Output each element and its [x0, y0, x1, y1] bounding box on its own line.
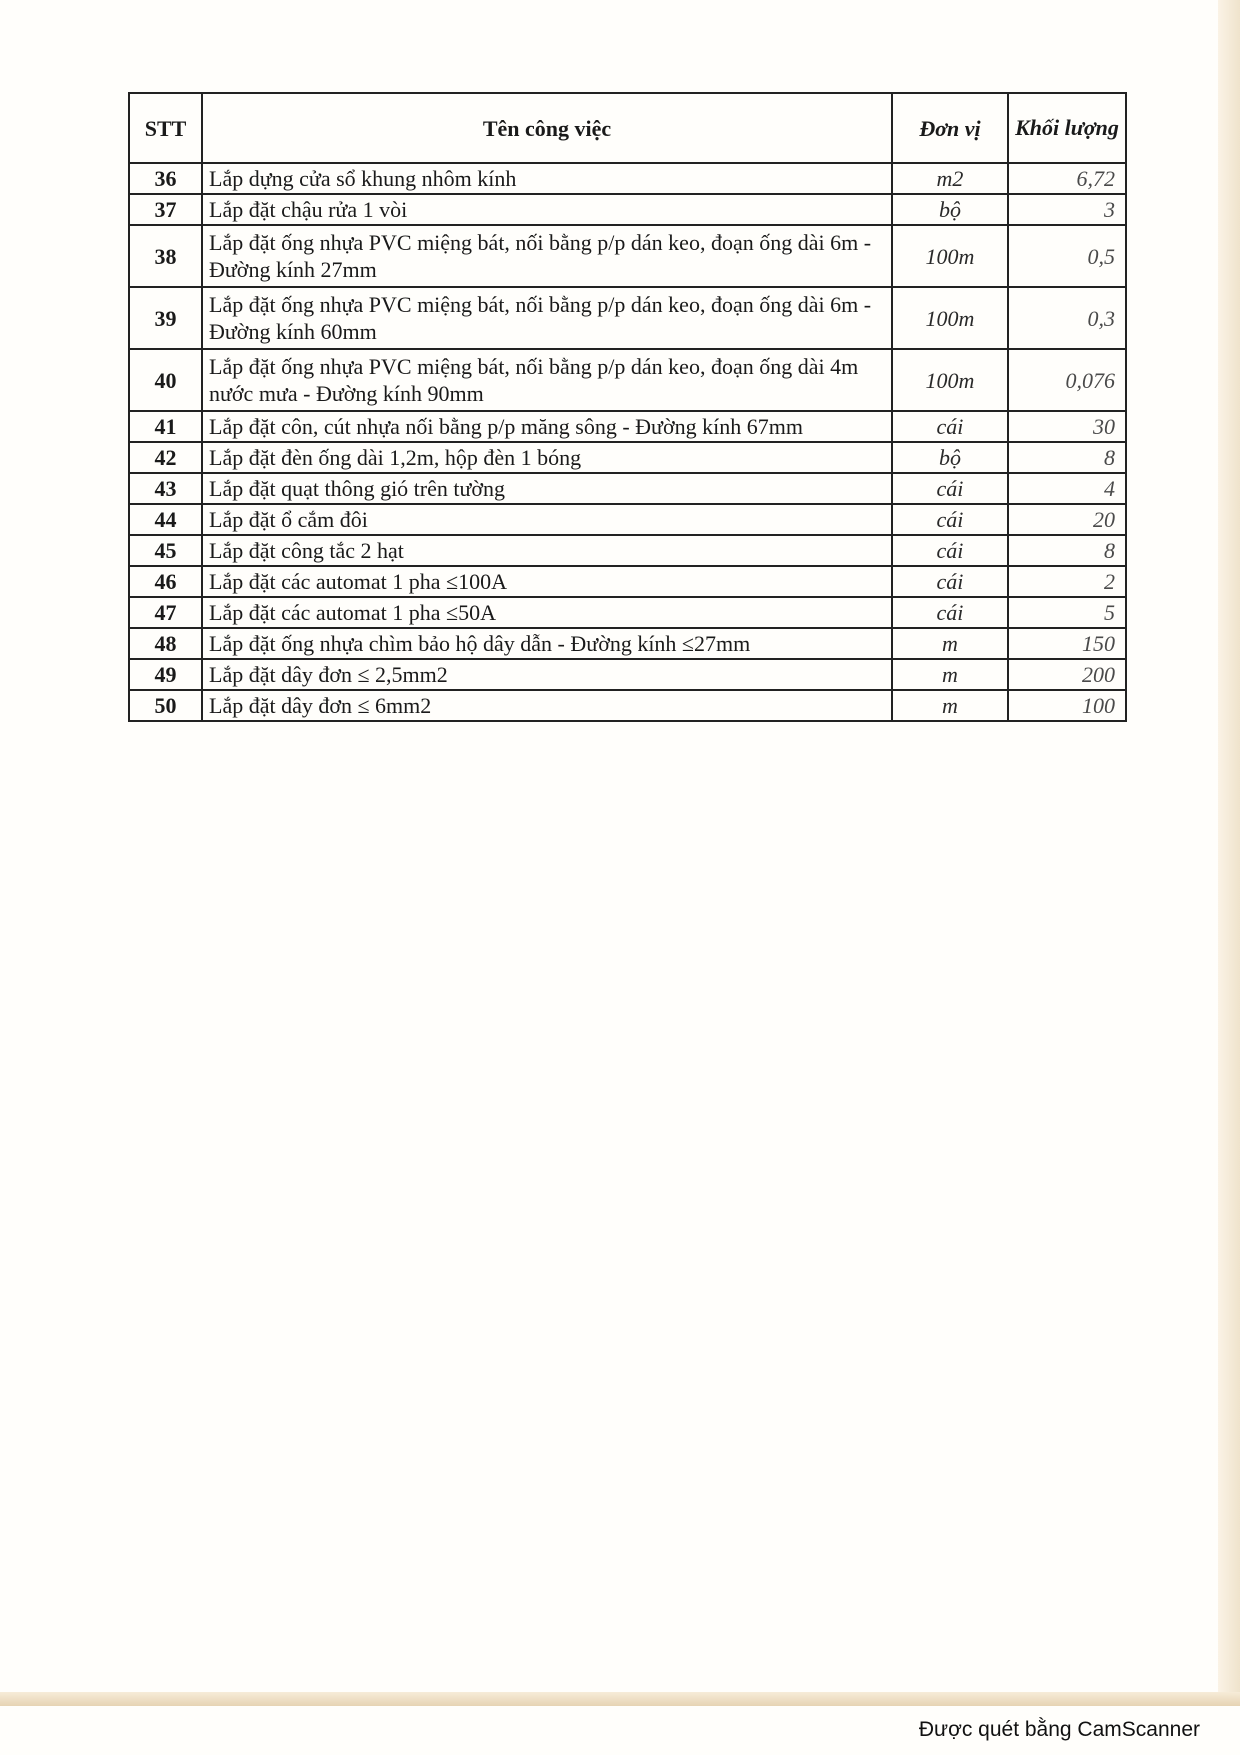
- cell-unit: 100m: [892, 225, 1008, 287]
- cell-unit: 100m: [892, 287, 1008, 349]
- cell-stt: 38: [129, 225, 202, 287]
- cell-unit: m2: [892, 163, 1008, 194]
- cell-quantity: 0,3: [1008, 287, 1126, 349]
- cell-task-name: Lắp đặt quạt thông gió trên tường: [202, 473, 892, 504]
- table-row: [129, 659, 1126, 690]
- cell-unit: cái: [892, 566, 1008, 597]
- cell-stt: 36: [129, 163, 202, 194]
- table-row: [129, 690, 1126, 721]
- table-header-row: [129, 93, 1126, 163]
- cell-task-name: Lắp đặt dây đơn ≤ 2,5mm2: [202, 659, 892, 690]
- cell-task-name: Lắp đặt các automat 1 pha ≤50A: [202, 597, 892, 628]
- table-row: [129, 163, 1126, 194]
- table-row: [129, 287, 1126, 349]
- cell-unit: 100m: [892, 349, 1008, 411]
- cell-unit: m: [892, 659, 1008, 690]
- cell-stt: 45: [129, 535, 202, 566]
- table-row: [129, 504, 1126, 535]
- table-row: [129, 225, 1126, 287]
- cell-task-name: Lắp đặt ống nhựa chìm bảo hộ dây dẫn - Đường kính ≤27mm: [202, 628, 892, 659]
- cell-unit: cái: [892, 504, 1008, 535]
- cell-task-name: Lắp đặt dây đơn ≤ 6mm2: [202, 690, 892, 721]
- table-row: [129, 349, 1126, 411]
- header-quantity: Khối lượng: [1008, 93, 1126, 163]
- cell-quantity: 0,076: [1008, 349, 1126, 411]
- table-row: [129, 535, 1126, 566]
- table-row: [129, 442, 1126, 473]
- cell-quantity: 6,72: [1008, 163, 1126, 194]
- header-task-name: Tên công việc: [202, 93, 892, 163]
- cell-task-name: Lắp đặt ống nhựa PVC miệng bát, nối bằng p/p dán keo, đoạn ống dài 6m - Đường kính 27mm: [202, 225, 892, 287]
- table-row: [129, 628, 1126, 659]
- header-unit: Đơn vị: [892, 93, 1008, 163]
- cell-quantity: 3: [1008, 194, 1126, 225]
- cell-quantity: 150: [1008, 628, 1126, 659]
- cell-task-name: Lắp đặt đèn ống dài 1,2m, hộp đèn 1 bóng: [202, 442, 892, 473]
- cell-task-name: Lắp đặt ổ cắm đôi: [202, 504, 892, 535]
- cell-task-name: Lắp đặt côn, cút nhựa nối bằng p/p măng sông - Đường kính 67mm: [202, 411, 892, 442]
- cell-task-name: Lắp đặt ống nhựa PVC miệng bát, nối bằng p/p dán keo, đoạn ống dài 6m - Đường kính 60mm: [202, 287, 892, 349]
- cell-stt: 50: [129, 690, 202, 721]
- cell-stt: 41: [129, 411, 202, 442]
- page-edge-shadow-bottom: [0, 1692, 1240, 1706]
- cell-stt: 49: [129, 659, 202, 690]
- cell-stt: 48: [129, 628, 202, 659]
- cell-quantity: 20: [1008, 504, 1126, 535]
- cell-quantity: 100: [1008, 690, 1126, 721]
- cell-quantity: 30: [1008, 411, 1126, 442]
- camscanner-watermark: Được quét bằng CamScanner: [918, 1718, 1200, 1741]
- cell-unit: cái: [892, 473, 1008, 504]
- cell-stt: 46: [129, 566, 202, 597]
- table-row: [129, 194, 1126, 225]
- cell-unit: m: [892, 628, 1008, 659]
- work-items-table: [128, 92, 1127, 722]
- cell-quantity: 0,5: [1008, 225, 1126, 287]
- cell-unit: cái: [892, 411, 1008, 442]
- cell-stt: 44: [129, 504, 202, 535]
- cell-task-name: Lắp đặt ống nhựa PVC miệng bát, nối bằng p/p dán keo, đoạn ống dài 4m nước mưa - Đường kính 90mm: [202, 349, 892, 411]
- cell-unit: cái: [892, 535, 1008, 566]
- cell-task-name: Lắp dựng cửa sổ khung nhôm kính: [202, 163, 892, 194]
- cell-task-name: Lắp đặt các automat 1 pha ≤100A: [202, 566, 892, 597]
- header-stt: STT: [129, 93, 202, 163]
- cell-task-name: Lắp đặt chậu rửa 1 vòi: [202, 194, 892, 225]
- table-row: [129, 411, 1126, 442]
- cell-task-name: Lắp đặt công tắc 2 hạt: [202, 535, 892, 566]
- table-row: [129, 597, 1126, 628]
- table-row: [129, 566, 1126, 597]
- cell-unit: cái: [892, 597, 1008, 628]
- cell-stt: 47: [129, 597, 202, 628]
- cell-quantity: 4: [1008, 473, 1126, 504]
- cell-quantity: 2: [1008, 566, 1126, 597]
- cell-stt: 39: [129, 287, 202, 349]
- cell-unit: bộ: [892, 194, 1008, 225]
- cell-stt: 42: [129, 442, 202, 473]
- cell-quantity: 8: [1008, 442, 1126, 473]
- cell-stt: 43: [129, 473, 202, 504]
- work-items-table-container: [128, 92, 1125, 722]
- table-row: [129, 473, 1126, 504]
- cell-unit: m: [892, 690, 1008, 721]
- cell-stt: 40: [129, 349, 202, 411]
- cell-quantity: 200: [1008, 659, 1126, 690]
- cell-unit: bộ: [892, 442, 1008, 473]
- cell-stt: 37: [129, 194, 202, 225]
- cell-quantity: 8: [1008, 535, 1126, 566]
- cell-quantity: 5: [1008, 597, 1126, 628]
- page-edge-shadow-right: [1218, 0, 1240, 1700]
